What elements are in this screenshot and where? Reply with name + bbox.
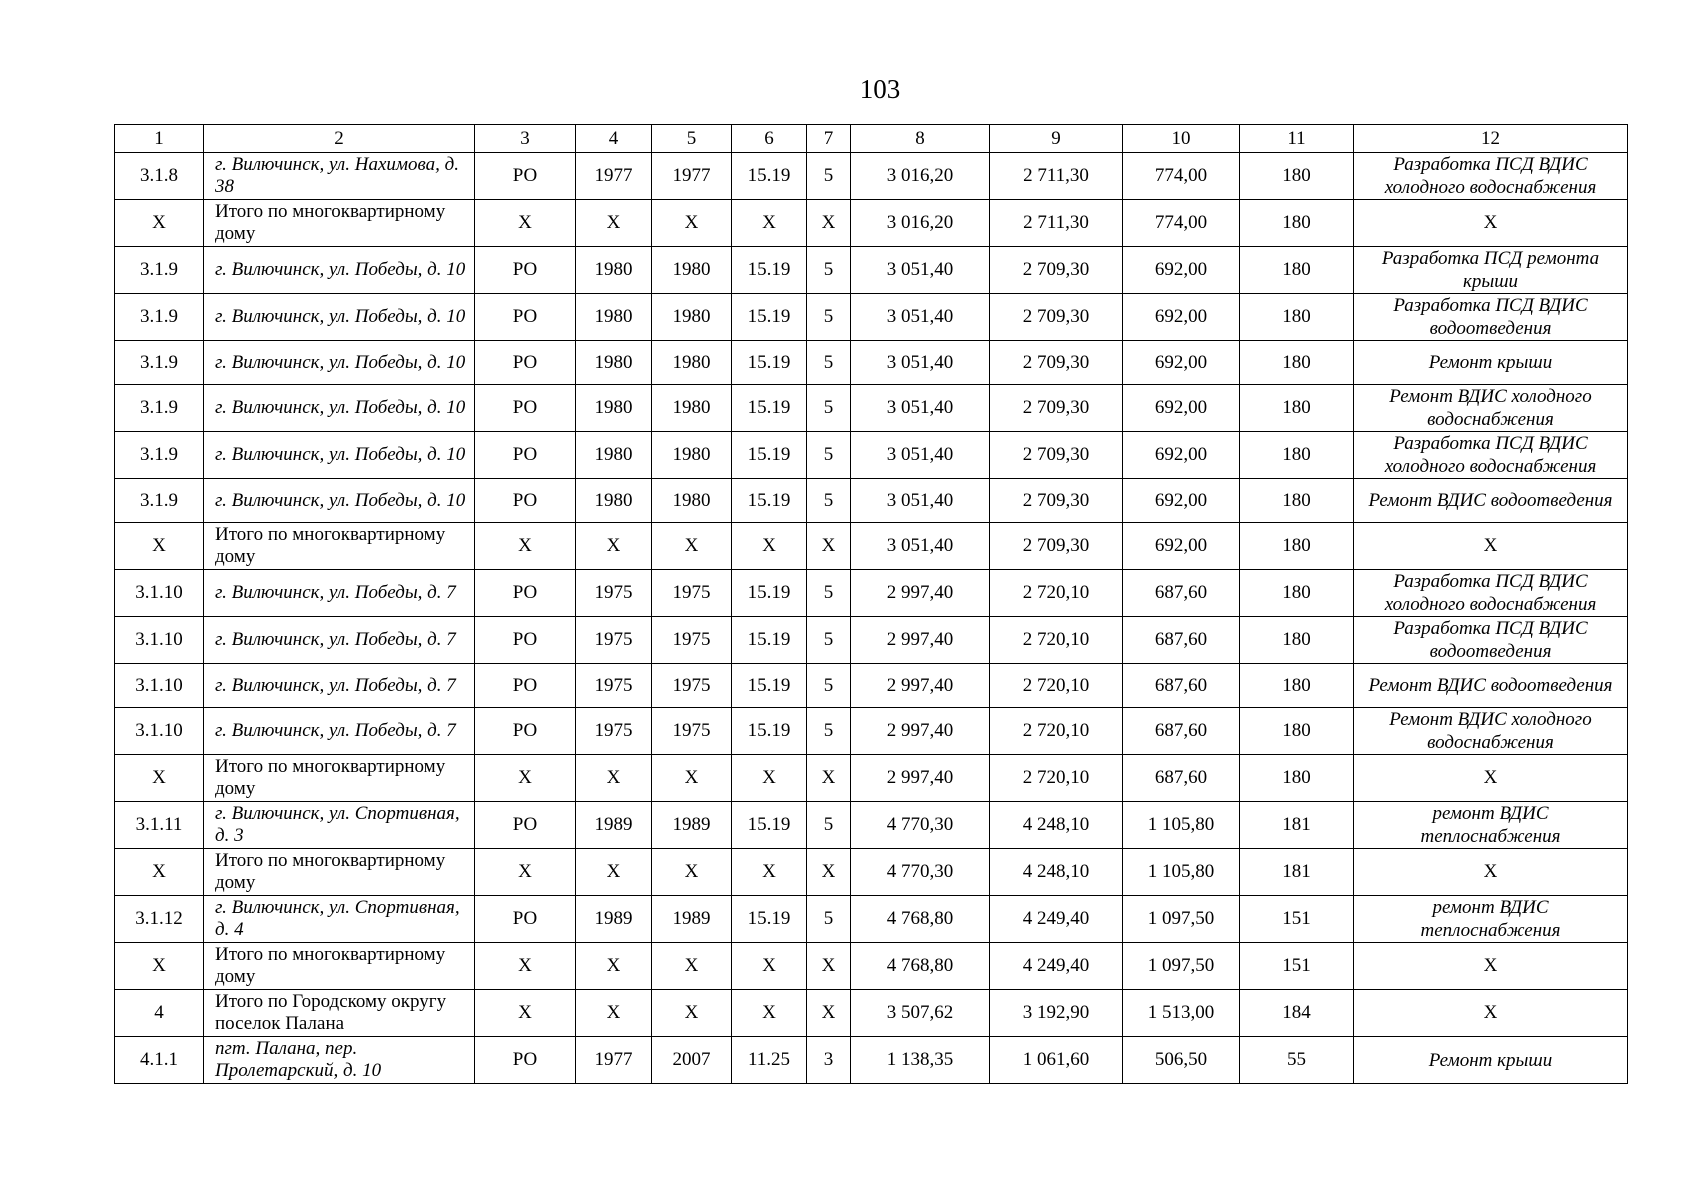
total-area-cell: 2 997,40 (851, 755, 990, 802)
residential-area-cell: 2 709,30 (990, 385, 1123, 432)
total-area-cell: 4 768,80 (851, 943, 990, 990)
owner-form-cell: РО (475, 294, 576, 341)
code-cell: 15.19 (732, 664, 807, 708)
address-cell: г. Вилючинск, ул. Победы, д. 7 (204, 708, 475, 755)
nonresidential-area-cell: 1 097,50 (1123, 896, 1240, 943)
code-cell: 15.19 (732, 479, 807, 523)
table-row (115, 1037, 1628, 1084)
floors-cell: X (807, 523, 851, 570)
commission-year-cell: X (652, 755, 732, 802)
total-row (115, 849, 1628, 896)
total-row (115, 523, 1628, 570)
build-year-cell: X (576, 990, 652, 1037)
floors-cell: 5 (807, 896, 851, 943)
code-cell: X (732, 943, 807, 990)
commission-year-cell: 1980 (652, 479, 732, 523)
column-header-4: 4 (576, 125, 652, 153)
residents-cell: 180 (1240, 200, 1354, 247)
work-type-cell: Ремонт ВДИС холодного водоснабжения (1354, 708, 1628, 755)
residential-area-cell: 4 249,40 (990, 943, 1123, 990)
work-type-cell: X (1354, 200, 1628, 247)
address-cell: Итого по многоквартирному дому (204, 200, 475, 247)
total-area-cell: 4 770,30 (851, 802, 990, 849)
work-type-cell: Ремонт ВДИС водоотведения (1354, 664, 1628, 708)
owner-form-cell: РО (475, 479, 576, 523)
residents-cell: 181 (1240, 802, 1354, 849)
owner-form-cell: X (475, 200, 576, 247)
work-type-cell: ремонт ВДИС теплоснабжения (1354, 802, 1628, 849)
total-area-cell: 3 051,40 (851, 479, 990, 523)
floors-cell: 5 (807, 341, 851, 385)
residents-cell: 180 (1240, 247, 1354, 294)
build-year-cell: 1980 (576, 341, 652, 385)
residential-area-cell: 2 711,30 (990, 153, 1123, 200)
total-row (115, 755, 1628, 802)
residents-cell: 180 (1240, 664, 1354, 708)
work-type-cell: Ремонт ВДИС водоотведения (1354, 479, 1628, 523)
commission-year-cell: 1980 (652, 294, 732, 341)
table-row (115, 708, 1628, 755)
table-row (115, 294, 1628, 341)
repair-table (114, 124, 1628, 1084)
residents-cell: 180 (1240, 294, 1354, 341)
table-row (115, 617, 1628, 664)
nonresidential-area-cell: 506,50 (1123, 1037, 1240, 1084)
commission-year-cell: 1980 (652, 432, 732, 479)
nonresidential-area-cell: 687,60 (1123, 755, 1240, 802)
residential-area-cell: 3 192,90 (990, 990, 1123, 1037)
owner-form-cell: РО (475, 1037, 576, 1084)
total-area-cell: 4 770,30 (851, 849, 990, 896)
owner-form-cell: РО (475, 247, 576, 294)
build-year-cell: X (576, 200, 652, 247)
residential-area-cell: 1 061,60 (990, 1037, 1123, 1084)
address-cell: Итого по Городскому округу поселок Палана (204, 990, 475, 1037)
row-number-cell: X (115, 523, 204, 570)
nonresidential-area-cell: 1 105,80 (1123, 849, 1240, 896)
work-type-cell: Ремонт крыши (1354, 341, 1628, 385)
owner-form-cell: X (475, 523, 576, 570)
code-cell: 15.19 (732, 570, 807, 617)
code-cell: 15.19 (732, 617, 807, 664)
total-area-cell: 2 997,40 (851, 708, 990, 755)
work-type-cell: X (1354, 990, 1628, 1037)
table-row (115, 802, 1628, 849)
row-number-cell: 3.1.9 (115, 479, 204, 523)
nonresidential-area-cell: 1 105,80 (1123, 802, 1240, 849)
residents-cell: 181 (1240, 849, 1354, 896)
table-row (115, 570, 1628, 617)
residential-area-cell: 4 249,40 (990, 896, 1123, 943)
address-cell: Итого по многоквартирному дому (204, 755, 475, 802)
commission-year-cell: 1977 (652, 153, 732, 200)
code-cell: 15.19 (732, 385, 807, 432)
commission-year-cell: 1975 (652, 570, 732, 617)
build-year-cell: 1975 (576, 570, 652, 617)
residential-area-cell: 2 720,10 (990, 664, 1123, 708)
column-header-9: 9 (990, 125, 1123, 153)
column-header-3: 3 (475, 125, 576, 153)
residential-area-cell: 2 709,30 (990, 479, 1123, 523)
owner-form-cell: РО (475, 617, 576, 664)
column-header-1: 1 (115, 125, 204, 153)
owner-form-cell: X (475, 849, 576, 896)
total-row (115, 943, 1628, 990)
residents-cell: 180 (1240, 385, 1354, 432)
commission-year-cell: 1980 (652, 341, 732, 385)
nonresidential-area-cell: 692,00 (1123, 432, 1240, 479)
address-cell: г. Вилючинск, ул. Спортивная, д. 4 (204, 896, 475, 943)
row-number-cell: 3.1.9 (115, 432, 204, 479)
owner-form-cell: РО (475, 802, 576, 849)
code-cell: 15.19 (732, 708, 807, 755)
total-area-cell: 3 051,40 (851, 294, 990, 341)
work-type-cell: Разработка ПСД ВДИС водоотведения (1354, 617, 1628, 664)
owner-form-cell: РО (475, 153, 576, 200)
column-header-12: 12 (1354, 125, 1628, 153)
floors-cell: 5 (807, 664, 851, 708)
code-cell: X (732, 990, 807, 1037)
table-row (115, 896, 1628, 943)
work-type-cell: ремонт ВДИС теплоснабжения (1354, 896, 1628, 943)
floors-cell: 5 (807, 385, 851, 432)
table-row (115, 153, 1628, 200)
column-header-6: 6 (732, 125, 807, 153)
table-body (115, 125, 1628, 1084)
nonresidential-area-cell: 692,00 (1123, 385, 1240, 432)
code-cell: 15.19 (732, 896, 807, 943)
build-year-cell: 1980 (576, 385, 652, 432)
work-type-cell: Разработка ПСД ВДИС водоотведения (1354, 294, 1628, 341)
build-year-cell: 1980 (576, 294, 652, 341)
work-type-cell: Разработка ПСД ВДИС холодного водоснабжения (1354, 570, 1628, 617)
residential-area-cell: 2 709,30 (990, 294, 1123, 341)
total-row (115, 200, 1628, 247)
residential-area-cell: 4 248,10 (990, 802, 1123, 849)
residents-cell: 180 (1240, 479, 1354, 523)
floors-cell: 5 (807, 617, 851, 664)
residents-cell: 180 (1240, 617, 1354, 664)
residents-cell: 180 (1240, 755, 1354, 802)
row-number-cell: 3.1.12 (115, 896, 204, 943)
residents-cell: 180 (1240, 570, 1354, 617)
total-area-cell: 3 051,40 (851, 247, 990, 294)
floors-cell: X (807, 943, 851, 990)
nonresidential-area-cell: 687,60 (1123, 570, 1240, 617)
build-year-cell: 1989 (576, 896, 652, 943)
nonresidential-area-cell: 774,00 (1123, 200, 1240, 247)
table-row (115, 479, 1628, 523)
row-number-cell: 4.1.1 (115, 1037, 204, 1084)
commission-year-cell: 2007 (652, 1037, 732, 1084)
residents-cell: 180 (1240, 708, 1354, 755)
commission-year-cell: X (652, 990, 732, 1037)
floors-cell: 5 (807, 479, 851, 523)
build-year-cell: 1980 (576, 247, 652, 294)
work-type-cell: Разработка ПСД ремонта крыши (1354, 247, 1628, 294)
row-number-cell: 3.1.9 (115, 247, 204, 294)
total-area-cell: 2 997,40 (851, 617, 990, 664)
total-area-cell: 3 051,40 (851, 385, 990, 432)
row-number-cell: 3.1.9 (115, 294, 204, 341)
build-year-cell: 1975 (576, 664, 652, 708)
build-year-cell: 1989 (576, 802, 652, 849)
floors-cell: 5 (807, 570, 851, 617)
table-row (115, 664, 1628, 708)
code-cell: 15.19 (732, 294, 807, 341)
floors-cell: X (807, 990, 851, 1037)
residential-area-cell: 2 709,30 (990, 341, 1123, 385)
work-type-cell: X (1354, 523, 1628, 570)
residents-cell: 55 (1240, 1037, 1354, 1084)
build-year-cell: X (576, 755, 652, 802)
code-cell: X (732, 755, 807, 802)
row-number-cell: X (115, 755, 204, 802)
row-number-cell: 3.1.10 (115, 708, 204, 755)
total-area-cell: 3 051,40 (851, 523, 990, 570)
code-cell: 15.19 (732, 153, 807, 200)
build-year-cell: X (576, 943, 652, 990)
floors-cell: X (807, 849, 851, 896)
commission-year-cell: 1975 (652, 617, 732, 664)
column-header-7: 7 (807, 125, 851, 153)
build-year-cell: 1977 (576, 153, 652, 200)
column-header-5: 5 (652, 125, 732, 153)
floors-cell: X (807, 200, 851, 247)
row-number-cell: 3.1.10 (115, 664, 204, 708)
residential-area-cell: 2 709,30 (990, 247, 1123, 294)
commission-year-cell: 1989 (652, 802, 732, 849)
owner-form-cell: РО (475, 432, 576, 479)
total-row (115, 990, 1628, 1037)
residential-area-cell: 4 248,10 (990, 849, 1123, 896)
code-cell: X (732, 200, 807, 247)
residents-cell: 180 (1240, 432, 1354, 479)
code-cell: X (732, 523, 807, 570)
address-cell: г. Вилючинск, ул. Победы, д. 10 (204, 385, 475, 432)
total-area-cell: 2 997,40 (851, 664, 990, 708)
residents-cell: 184 (1240, 990, 1354, 1037)
residents-cell: 151 (1240, 943, 1354, 990)
address-cell: г. Вилючинск, ул. Победы, д. 10 (204, 341, 475, 385)
address-cell: пгт. Палана, пер. Пролетарский, д. 10 (204, 1037, 475, 1084)
address-cell: г. Вилючинск, ул. Победы, д. 7 (204, 570, 475, 617)
commission-year-cell: 1975 (652, 664, 732, 708)
row-number-cell: X (115, 849, 204, 896)
row-number-cell: 3.1.10 (115, 617, 204, 664)
address-cell: Итого по многоквартирному дому (204, 849, 475, 896)
column-header-11: 11 (1240, 125, 1354, 153)
table-row (115, 432, 1628, 479)
row-number-cell: 3.1.9 (115, 385, 204, 432)
nonresidential-area-cell: 774,00 (1123, 153, 1240, 200)
code-cell: 15.19 (732, 432, 807, 479)
owner-form-cell: X (475, 755, 576, 802)
nonresidential-area-cell: 1 097,50 (1123, 943, 1240, 990)
address-cell: г. Вилючинск, ул. Победы, д. 10 (204, 432, 475, 479)
commission-year-cell: 1975 (652, 708, 732, 755)
address-cell: г. Вилючинск, ул. Спортивная, д. 3 (204, 802, 475, 849)
floors-cell: 3 (807, 1037, 851, 1084)
row-number-cell: 3.1.9 (115, 341, 204, 385)
residential-area-cell: 2 711,30 (990, 200, 1123, 247)
residents-cell: 180 (1240, 153, 1354, 200)
commission-year-cell: X (652, 849, 732, 896)
code-cell: X (732, 849, 807, 896)
total-area-cell: 3 016,20 (851, 153, 990, 200)
build-year-cell: X (576, 523, 652, 570)
work-type-cell: X (1354, 849, 1628, 896)
owner-form-cell: РО (475, 708, 576, 755)
owner-form-cell: РО (475, 385, 576, 432)
owner-form-cell: РО (475, 664, 576, 708)
residents-cell: 180 (1240, 523, 1354, 570)
build-year-cell: 1980 (576, 432, 652, 479)
owner-form-cell: РО (475, 896, 576, 943)
nonresidential-area-cell: 692,00 (1123, 341, 1240, 385)
table-row (115, 341, 1628, 385)
nonresidential-area-cell: 692,00 (1123, 294, 1240, 341)
nonresidential-area-cell: 1 513,00 (1123, 990, 1240, 1037)
address-cell: Итого по многоквартирному дому (204, 523, 475, 570)
commission-year-cell: 1980 (652, 385, 732, 432)
address-cell: г. Вилючинск, ул. Победы, д. 7 (204, 617, 475, 664)
commission-year-cell: 1989 (652, 896, 732, 943)
total-area-cell: 3 051,40 (851, 432, 990, 479)
floors-cell: 5 (807, 432, 851, 479)
nonresidential-area-cell: 687,60 (1123, 617, 1240, 664)
build-year-cell: 1977 (576, 1037, 652, 1084)
residential-area-cell: 2 720,10 (990, 617, 1123, 664)
work-type-cell: Разработка ПСД ВДИС холодного водоснабжения (1354, 432, 1628, 479)
work-type-cell: X (1354, 943, 1628, 990)
code-cell: 15.19 (732, 802, 807, 849)
work-type-cell: X (1354, 755, 1628, 802)
build-year-cell: 1975 (576, 617, 652, 664)
work-type-cell: Разработка ПСД ВДИС холодного водоснабжения (1354, 153, 1628, 200)
build-year-cell: 1980 (576, 479, 652, 523)
floors-cell: 5 (807, 802, 851, 849)
owner-form-cell: X (475, 990, 576, 1037)
commission-year-cell: X (652, 943, 732, 990)
row-number-cell: X (115, 200, 204, 247)
residential-area-cell: 2 720,10 (990, 570, 1123, 617)
column-header-2: 2 (204, 125, 475, 153)
nonresidential-area-cell: 687,60 (1123, 708, 1240, 755)
owner-form-cell: X (475, 943, 576, 990)
owner-form-cell: РО (475, 570, 576, 617)
column-header-10: 10 (1123, 125, 1240, 153)
row-number-cell: 4 (115, 990, 204, 1037)
total-area-cell: 3 051,40 (851, 341, 990, 385)
nonresidential-area-cell: 692,00 (1123, 523, 1240, 570)
residents-cell: 180 (1240, 341, 1354, 385)
work-type-cell: Ремонт крыши (1354, 1037, 1628, 1084)
code-cell: 15.19 (732, 247, 807, 294)
total-area-cell: 1 138,35 (851, 1037, 990, 1084)
address-cell: г. Вилючинск, ул. Победы, д. 10 (204, 247, 475, 294)
address-cell: г. Вилючинск, ул. Нахимова, д. 38 (204, 153, 475, 200)
column-header-8: 8 (851, 125, 990, 153)
work-type-cell: Ремонт ВДИС холодного водоснабжения (1354, 385, 1628, 432)
build-year-cell: X (576, 849, 652, 896)
address-cell: г. Вилючинск, ул. Победы, д. 10 (204, 479, 475, 523)
header-row (115, 125, 1628, 153)
total-area-cell: 4 768,80 (851, 896, 990, 943)
row-number-cell: 3.1.11 (115, 802, 204, 849)
residents-cell: 151 (1240, 896, 1354, 943)
floors-cell: 5 (807, 153, 851, 200)
floors-cell: 5 (807, 247, 851, 294)
total-area-cell: 2 997,40 (851, 570, 990, 617)
floors-cell: 5 (807, 708, 851, 755)
residential-area-cell: 2 720,10 (990, 708, 1123, 755)
nonresidential-area-cell: 692,00 (1123, 247, 1240, 294)
page-number: 103 (859, 74, 901, 104)
commission-year-cell: X (652, 523, 732, 570)
row-number-cell: X (115, 943, 204, 990)
total-area-cell: 3 016,20 (851, 200, 990, 247)
address-cell: Итого по многоквартирному дому (204, 943, 475, 990)
floors-cell: X (807, 755, 851, 802)
row-number-cell: 3.1.8 (115, 153, 204, 200)
residential-area-cell: 2 709,30 (990, 432, 1123, 479)
code-cell: 11.25 (732, 1037, 807, 1084)
build-year-cell: 1975 (576, 708, 652, 755)
address-cell: г. Вилючинск, ул. Победы, д. 10 (204, 294, 475, 341)
residential-area-cell: 2 720,10 (990, 755, 1123, 802)
residential-area-cell: 2 709,30 (990, 523, 1123, 570)
total-area-cell: 3 507,62 (851, 990, 990, 1037)
table-row (115, 385, 1628, 432)
nonresidential-area-cell: 687,60 (1123, 664, 1240, 708)
table-row (115, 247, 1628, 294)
row-number-cell: 3.1.10 (115, 570, 204, 617)
commission-year-cell: X (652, 200, 732, 247)
floors-cell: 5 (807, 294, 851, 341)
commission-year-cell: 1980 (652, 247, 732, 294)
nonresidential-area-cell: 692,00 (1123, 479, 1240, 523)
code-cell: 15.19 (732, 341, 807, 385)
owner-form-cell: РО (475, 341, 576, 385)
address-cell: г. Вилючинск, ул. Победы, д. 7 (204, 664, 475, 708)
